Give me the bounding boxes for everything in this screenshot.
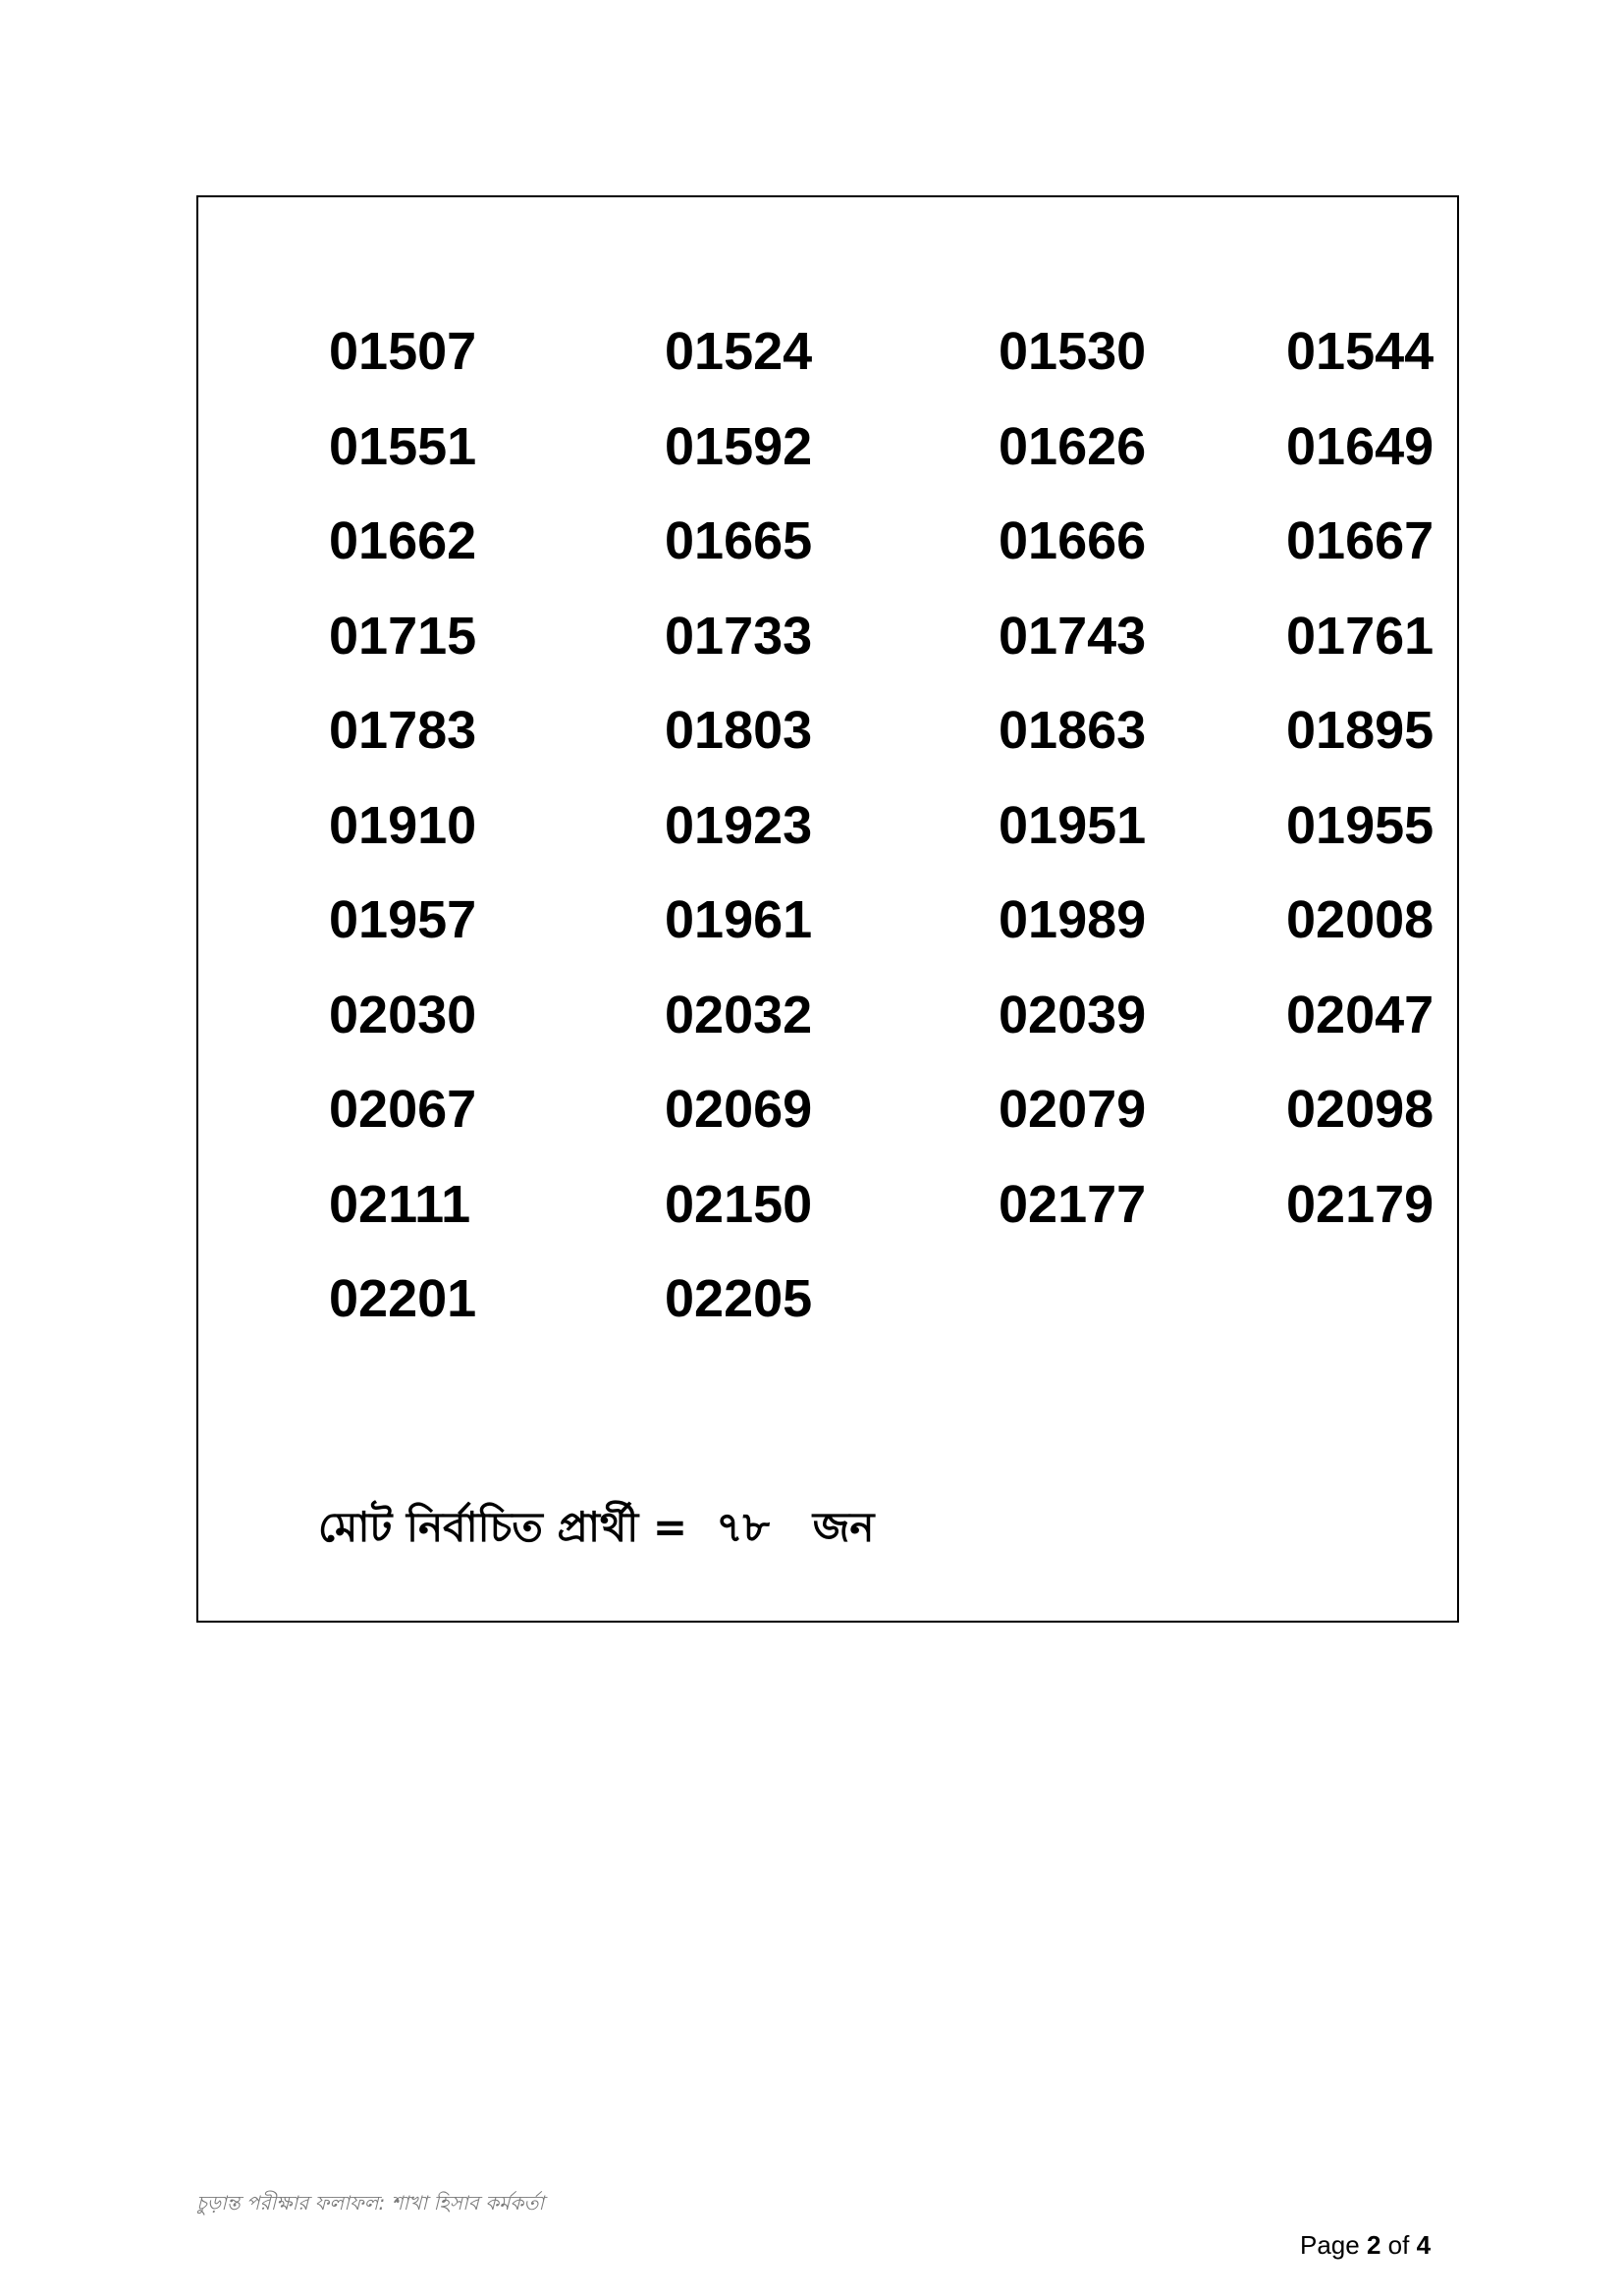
roll-number: 02069 — [665, 1080, 813, 1139]
roll-number: 01743 — [999, 607, 1147, 666]
total-selected-line — [318, 1498, 874, 1557]
roll-number: 01665 — [665, 511, 813, 570]
roll-number: 01989 — [999, 890, 1147, 949]
roll-number: 02150 — [665, 1175, 813, 1234]
roll-number: 02179 — [1286, 1175, 1435, 1234]
roll-number: 02039 — [999, 986, 1147, 1044]
roll-number: 01626 — [999, 417, 1147, 476]
roll-number: 01649 — [1286, 417, 1435, 476]
roll-number: 02079 — [999, 1080, 1147, 1139]
roll-number: 01910 — [329, 796, 477, 855]
roll-number: 01551 — [329, 417, 477, 476]
roll-number: 02047 — [1286, 986, 1435, 1044]
roll-number: 01803 — [665, 701, 813, 760]
roll-number: 02205 — [665, 1269, 813, 1328]
roll-number: 02008 — [1286, 890, 1435, 949]
roll-number: 01662 — [329, 511, 477, 570]
roll-number: 01961 — [665, 890, 813, 949]
roll-number: 01761 — [1286, 607, 1435, 666]
roll-number: 02111 — [329, 1175, 471, 1234]
roll-number: 02067 — [329, 1080, 477, 1139]
roll-number: 02032 — [665, 986, 813, 1044]
roll-number: 01524 — [665, 322, 813, 381]
roll-number: 02098 — [1286, 1080, 1435, 1139]
total-unit: জন — [812, 1503, 875, 1551]
roll-number: 01715 — [329, 607, 477, 666]
roll-number: 01544 — [1286, 322, 1435, 381]
roll-number: 01957 — [329, 890, 477, 949]
roll-number: 01530 — [999, 322, 1147, 381]
roll-number: 02201 — [329, 1269, 477, 1328]
page-of: of — [1387, 2230, 1410, 2260]
roll-number: 01667 — [1286, 511, 1435, 570]
roll-number: 01592 — [665, 417, 813, 476]
roll-number: 01863 — [999, 701, 1147, 760]
total-count: ৭৮ — [716, 1503, 770, 1551]
roll-number: 01923 — [665, 796, 813, 855]
page-number — [1300, 2230, 1431, 2261]
footer-title: চুড়ান্ত পরীক্ষার ফলাফল: শাখা হিসাব কর্মকর্তা — [196, 2191, 545, 2215]
roll-number: 02030 — [329, 986, 477, 1044]
roll-number: 01507 — [329, 322, 477, 381]
page-current: 2 — [1366, 2230, 1381, 2260]
results-box — [196, 195, 1459, 1623]
roll-number: 01955 — [1286, 796, 1435, 855]
page-prefix: Page — [1300, 2230, 1360, 2260]
page-total: 4 — [1416, 2230, 1432, 2260]
total-label: মোট নির্বাচিত প্রার্থী = — [318, 1503, 688, 1551]
roll-number: 02177 — [999, 1175, 1147, 1234]
roll-number: 01666 — [999, 511, 1147, 570]
roll-number: 01951 — [999, 796, 1147, 855]
roll-number: 01895 — [1286, 701, 1435, 760]
roll-number: 01733 — [665, 607, 813, 666]
roll-number: 01783 — [329, 701, 477, 760]
